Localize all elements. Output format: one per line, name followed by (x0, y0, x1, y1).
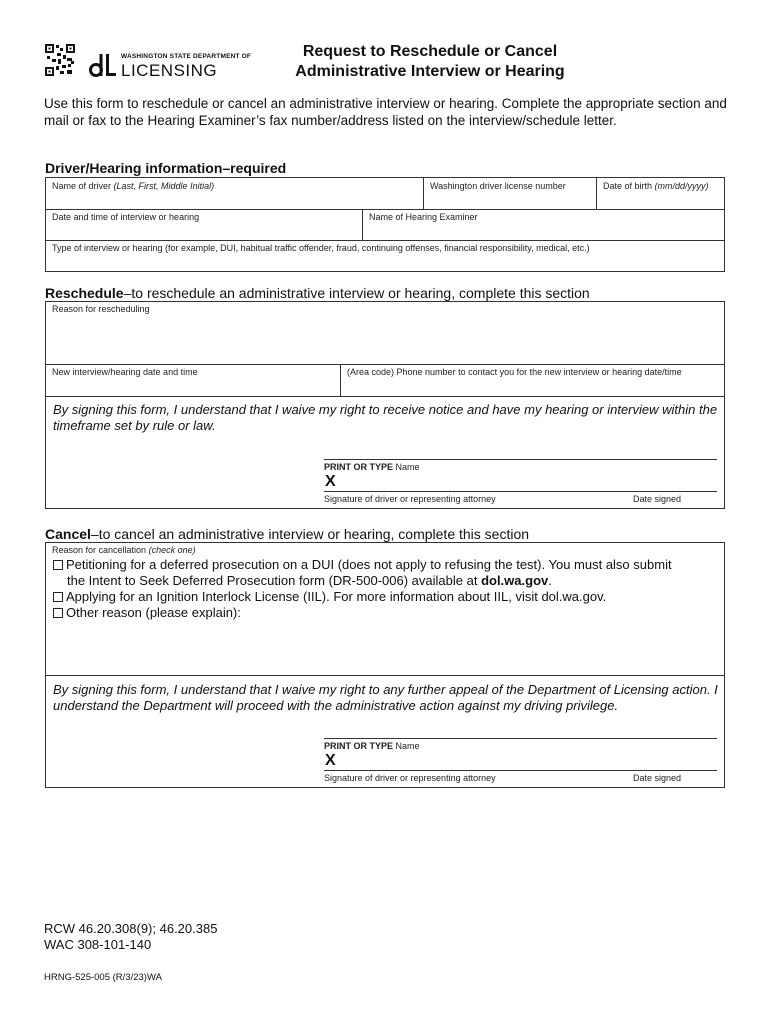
cancel-statement: By signing this form, I understand that I waive my right to any further appeal of the Department of Licensing action. I understand the Department will proceed with the administrative action against my driving privilege. (53, 682, 718, 713)
cancel-heading-bold: Cancel (45, 526, 91, 542)
dept-line: WASHINGTON STATE DEPARTMENT OF (121, 53, 252, 60)
driver-name-label: Name of driver (52, 181, 112, 191)
reschedule-heading-bold: Reschedule (45, 285, 124, 301)
interview-datetime-label: Date and time of interview or hearing (52, 212, 200, 222)
cancel-option-deferred-line2 (67, 573, 722, 589)
footer-rcw: RCW 46.20.308(9); 46.20.385 (44, 921, 218, 936)
driver-section-heading: Driver/Hearing information–required (45, 160, 287, 176)
reschedule-heading-rest: –to reschedule an administrative interview or hearing, complete this section (123, 285, 590, 301)
new-date-field[interactable] (52, 367, 336, 394)
cancel-x-mark: X (325, 752, 336, 769)
intro-text: Use this form to reschedule or cancel an administrative interview or hearing. Complete the appropriate section and mail or fax to the Hearing Examiner’s fax number/address listed on the interview/schedule letter. (44, 96, 727, 128)
option-iil-text: Applying for an Ignition Interlock License (IIL). For more information about IIL, visit dol.wa.gov. (66, 589, 607, 604)
contact-phone-field[interactable] (347, 367, 722, 394)
cancel-date-signed-label: Date signed (633, 773, 682, 783)
cancel-reason-label (52, 545, 196, 555)
cancel-option-other[interactable] (53, 605, 723, 621)
contact-phone-label: (Area code) Phone number to contact you for the new interview or hearing date/time (347, 367, 682, 377)
option-other-text: Other reason (please explain): (66, 605, 241, 620)
cancel-print-label-rest: Name (395, 741, 420, 751)
license-number-field[interactable] (430, 181, 593, 207)
driver-name-field[interactable] (52, 181, 420, 207)
cancel-print-name-label (324, 741, 420, 751)
reschedule-signature-field[interactable] (324, 474, 717, 492)
reschedule-date-signed-label: Date signed (633, 494, 682, 504)
cancel-heading (45, 526, 529, 542)
checkbox-deferred-prosecution[interactable] (53, 560, 63, 570)
license-number-label: Washington driver license number (430, 181, 566, 191)
hearing-examiner-label: Name of Hearing Examiner (369, 212, 478, 222)
reschedule-signature-label: Signature of driver or representing attorney (324, 494, 496, 504)
cancel-option-iil[interactable] (53, 589, 723, 605)
cancel-signature-label: Signature of driver or representing attorney (324, 773, 496, 783)
new-date-label: New interview/hearing date and time (52, 367, 198, 377)
licensing-wordmark: LICENSING (121, 61, 218, 80)
dob-hint: (mm/dd/yyyy) (654, 181, 709, 191)
hearing-examiner-field[interactable] (369, 212, 719, 238)
option-deferred-text-2: the Intent to Seek Deferred Prosecution form (DR-500-006) available at (67, 573, 478, 588)
dol-logo (89, 50, 252, 80)
hearing-type-label: Type of interview or hearing (for example, DUI, habitual traffic offender, fraud, continuing offenses, financial responsibility, medical, etc.) (52, 243, 590, 253)
other-reason-explain-field[interactable] (52, 623, 720, 673)
reschedule-reason-label: Reason for rescheduling (52, 304, 150, 314)
dob-label: Date of birth (603, 181, 653, 191)
hearing-type-field[interactable] (52, 243, 722, 269)
qr-code (45, 44, 75, 76)
cancel-option-deferred[interactable] (53, 557, 723, 573)
reschedule-heading (45, 285, 590, 301)
driver-name-hint: (Last, First, Middle Initial) (113, 181, 215, 191)
cancel-reason-text: Reason for cancellation (52, 545, 147, 555)
cancel-print-name-field[interactable] (324, 720, 717, 739)
reschedule-print-label-rest: Name (395, 462, 420, 472)
reschedule-statement: By signing this form, I understand that I waive my right to receive notice and have my hearing or interview within the timeframe set by rule or law. (53, 402, 718, 433)
reschedule-print-name-field[interactable] (324, 440, 717, 460)
footer-wac: WAC 308-101-140 (44, 937, 152, 952)
form-title-line2: Administrative Interview or Hearing (295, 63, 565, 80)
dol-website-link[interactable]: dol.wa.gov (481, 573, 549, 588)
option-deferred-text: Petitioning for a deferred prosecution on a DUI (does not apply to refusing the test). You must also submit (66, 557, 672, 572)
footer-form-number: HRNG-525-005 (R/3/23)WA (44, 972, 162, 983)
option-deferred-end: . (548, 573, 552, 588)
cancel-signature-field[interactable] (324, 753, 717, 771)
checkbox-other-reason[interactable] (53, 608, 63, 618)
dol-logo-mark (89, 52, 117, 78)
cancel-print-label-bold: PRINT OR TYPE (324, 741, 394, 751)
dob-field[interactable] (603, 181, 723, 207)
interview-datetime-field[interactable] (52, 212, 357, 238)
reschedule-print-name-label (324, 462, 420, 472)
form-title-line1: Request to Reschedule or Cancel (302, 43, 558, 60)
reschedule-reason-field[interactable] (52, 304, 720, 362)
cancel-reason-hint: (check one) (148, 545, 196, 555)
checkbox-ignition-interlock[interactable] (53, 592, 63, 602)
reschedule-x-mark: X (325, 473, 336, 490)
reschedule-print-label-bold: PRINT OR TYPE (324, 462, 394, 472)
cancel-heading-rest: –to cancel an administrative interview or hearing, complete this section (90, 526, 530, 542)
